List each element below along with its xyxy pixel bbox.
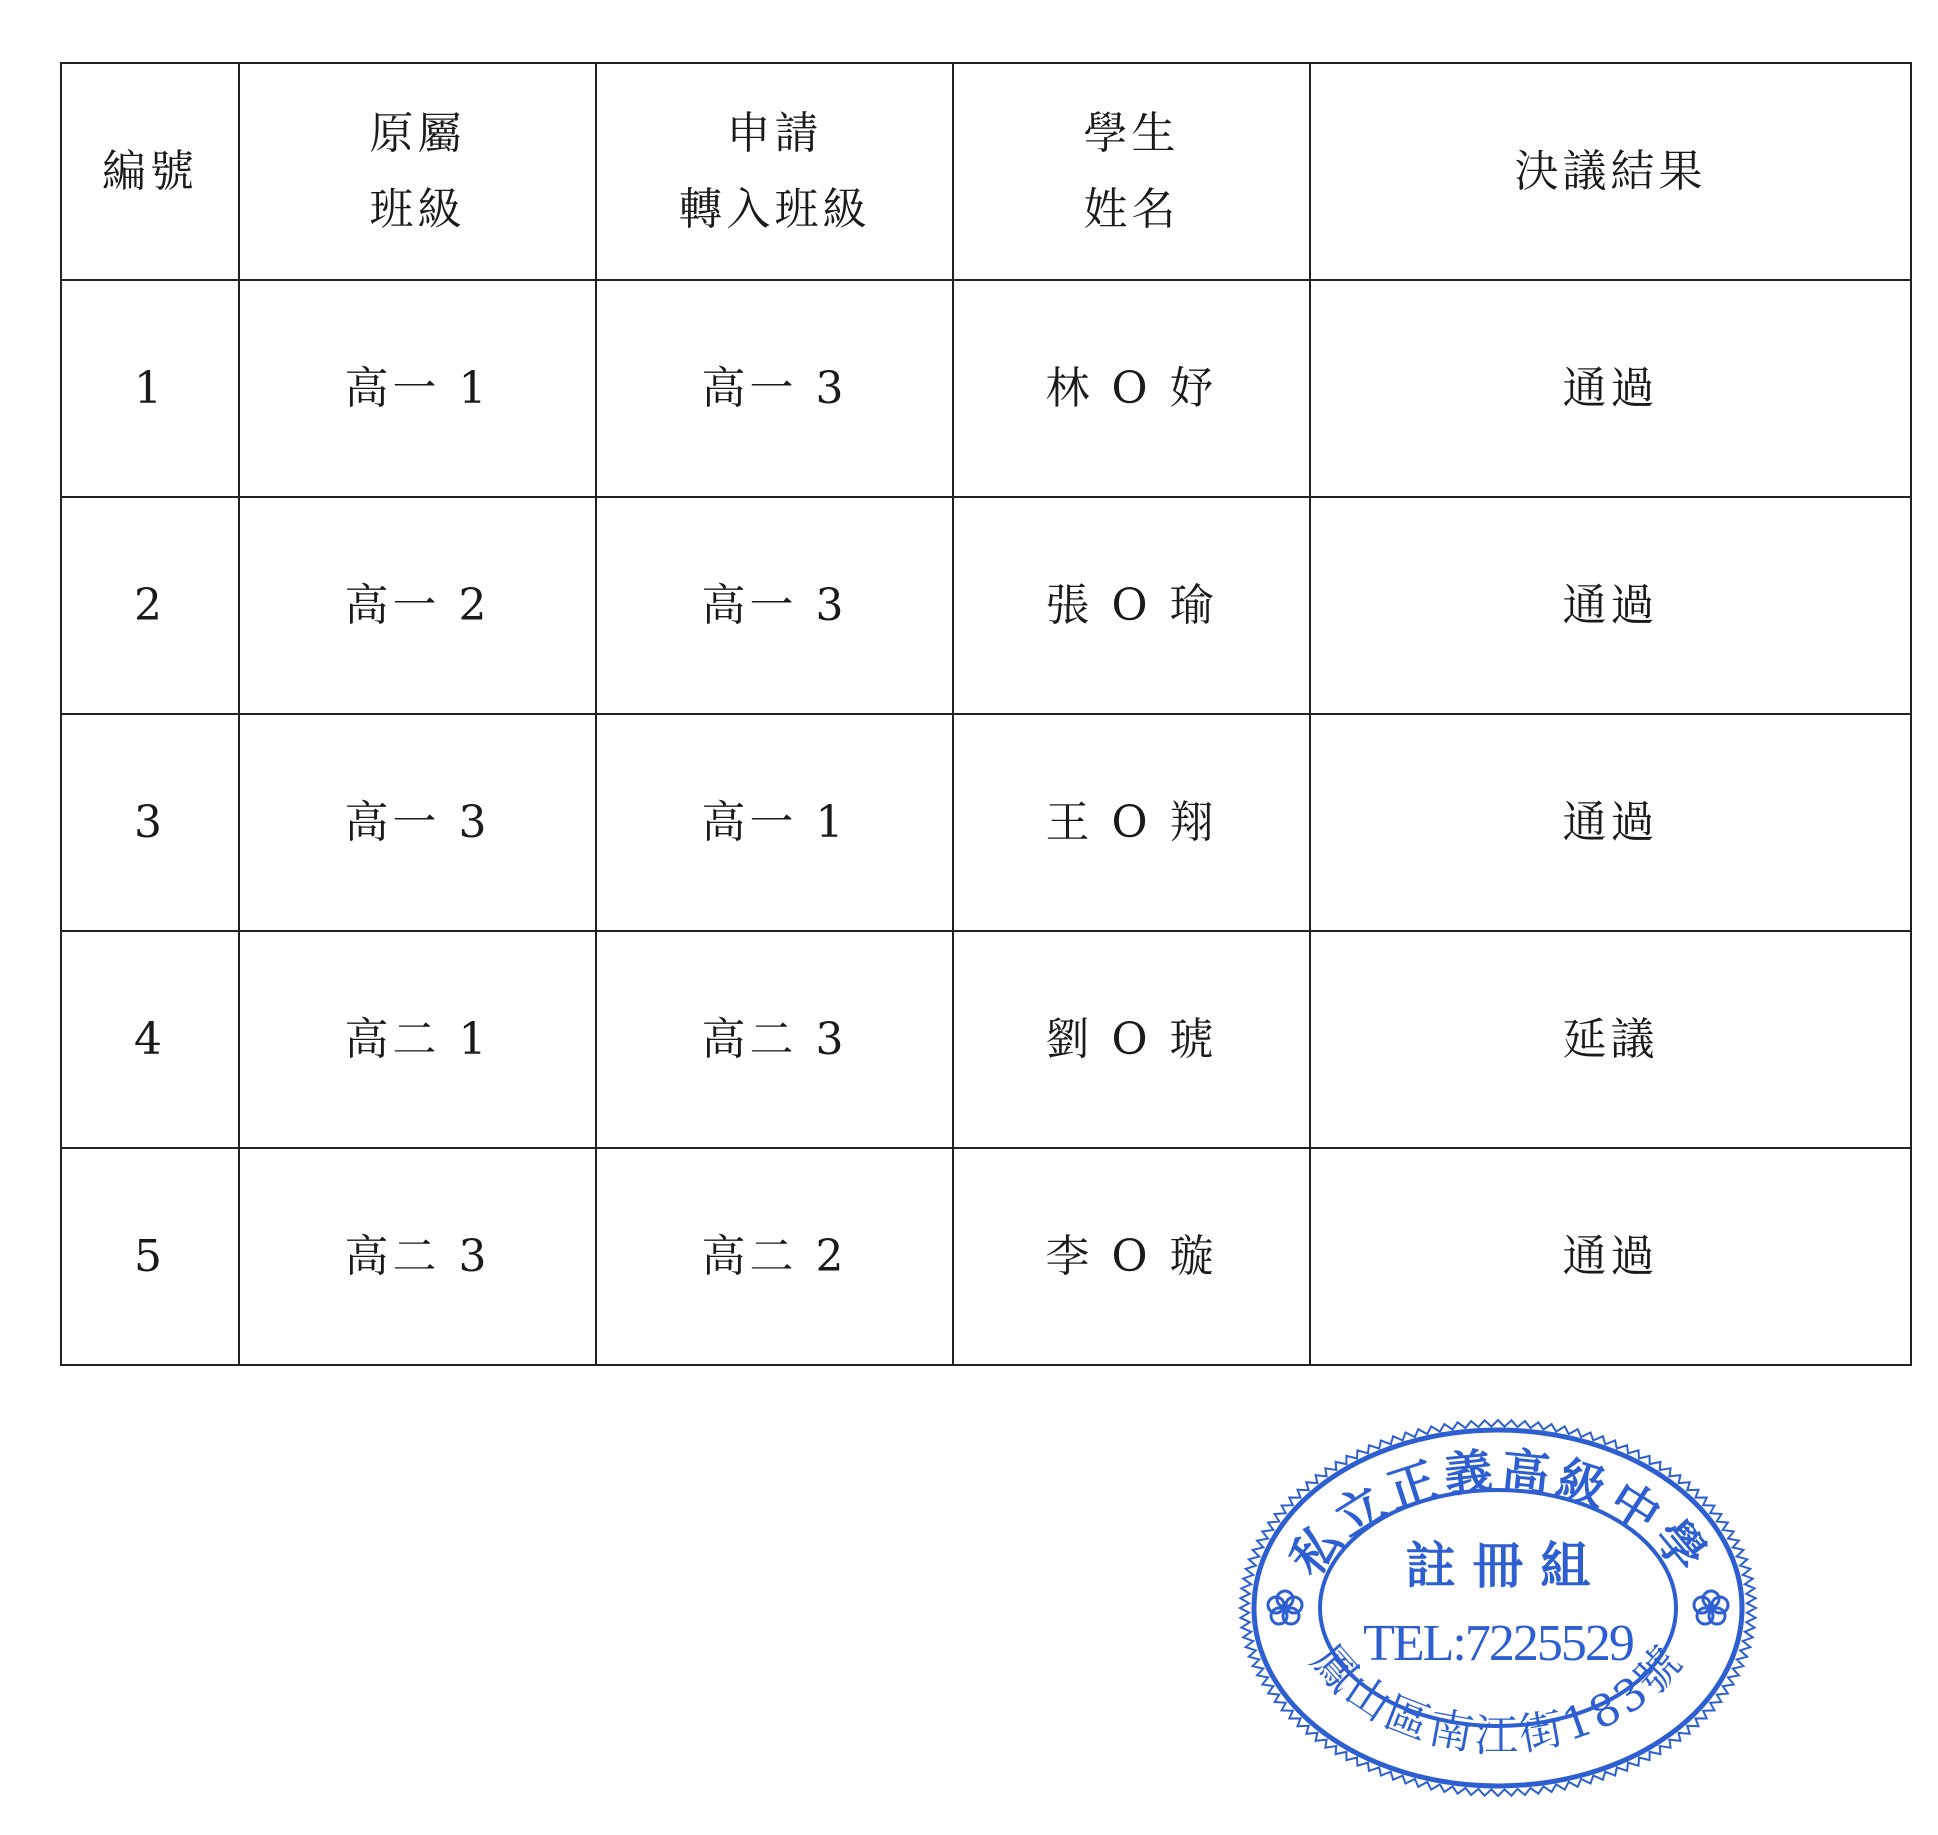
cell-decision-result: 通過 <box>1310 497 1911 714</box>
cell-decision-result: 通過 <box>1310 1148 1911 1365</box>
registration-table <box>60 62 1912 1366</box>
cell-student-name: 劉 O 琥 <box>953 931 1310 1148</box>
cell-student-name: 王 O 翔 <box>953 714 1310 931</box>
cell-original-class: 高一 3 <box>239 714 596 931</box>
seal-address: 鳳山區南江街183號 <box>1301 1634 1695 1762</box>
table-row <box>61 714 1911 931</box>
plum-blossom-icon <box>1694 1591 1728 1624</box>
cell-target-class: 高一 3 <box>596 280 953 497</box>
cell-student-name: 林 O 妤 <box>953 280 1310 497</box>
cell-original-class: 高一 1 <box>239 280 596 497</box>
cell-target-class: 高二 3 <box>596 931 953 1148</box>
header-original-class <box>239 63 596 280</box>
cell-number: 5 <box>61 1148 239 1365</box>
table-row <box>61 931 1911 1148</box>
cell-student-name: 李 O 璇 <box>953 1148 1310 1365</box>
cell-original-class: 高二 1 <box>239 931 596 1148</box>
header-original-class-line1: 原屬 <box>369 107 466 159</box>
plum-blossom-icon <box>1268 1591 1302 1624</box>
header-number-label: 編號 <box>102 145 198 197</box>
cell-student-name: 張 O 瑜 <box>953 497 1310 714</box>
header-decision-result <box>1310 63 1911 280</box>
header-student-name-line1: 學生 <box>1083 107 1180 159</box>
header-original-class-line2: 班級 <box>369 183 466 235</box>
cell-target-class: 高二 2 <box>596 1148 953 1365</box>
cell-number: 4 <box>61 931 239 1148</box>
header-target-class-line2: 轉入班級 <box>678 183 871 235</box>
table-header-row <box>61 63 1911 280</box>
seal-school-name: 私立正義高級中學 <box>1279 1442 1721 1587</box>
cell-decision-result: 通過 <box>1310 714 1911 931</box>
header-student-name <box>953 63 1310 280</box>
registration-office-seal <box>1230 1408 1766 1798</box>
cell-decision-result: 延議 <box>1310 931 1911 1148</box>
header-number <box>61 63 239 280</box>
cell-number: 1 <box>61 280 239 497</box>
cell-target-class: 高一 3 <box>596 497 953 714</box>
table-row <box>61 497 1911 714</box>
cell-decision-result: 通過 <box>1310 280 1911 497</box>
cell-original-class: 高一 2 <box>239 497 596 714</box>
header-decision-result-label: 決議結果 <box>1514 145 1707 197</box>
cell-target-class: 高一 1 <box>596 714 953 931</box>
header-target-class-line1: 申請 <box>726 107 823 159</box>
header-target-class <box>596 63 953 280</box>
table-row <box>61 1148 1911 1365</box>
seal-office-title: 註 冊 組 <box>1405 1536 1591 1595</box>
cell-number: 3 <box>61 714 239 931</box>
cell-original-class: 高二 3 <box>239 1148 596 1365</box>
cell-number: 2 <box>61 497 239 714</box>
table-row <box>61 280 1911 497</box>
seal-telephone: TEL:7225529 <box>1363 1615 1633 1672</box>
header-student-name-line2: 姓名 <box>1083 183 1180 235</box>
